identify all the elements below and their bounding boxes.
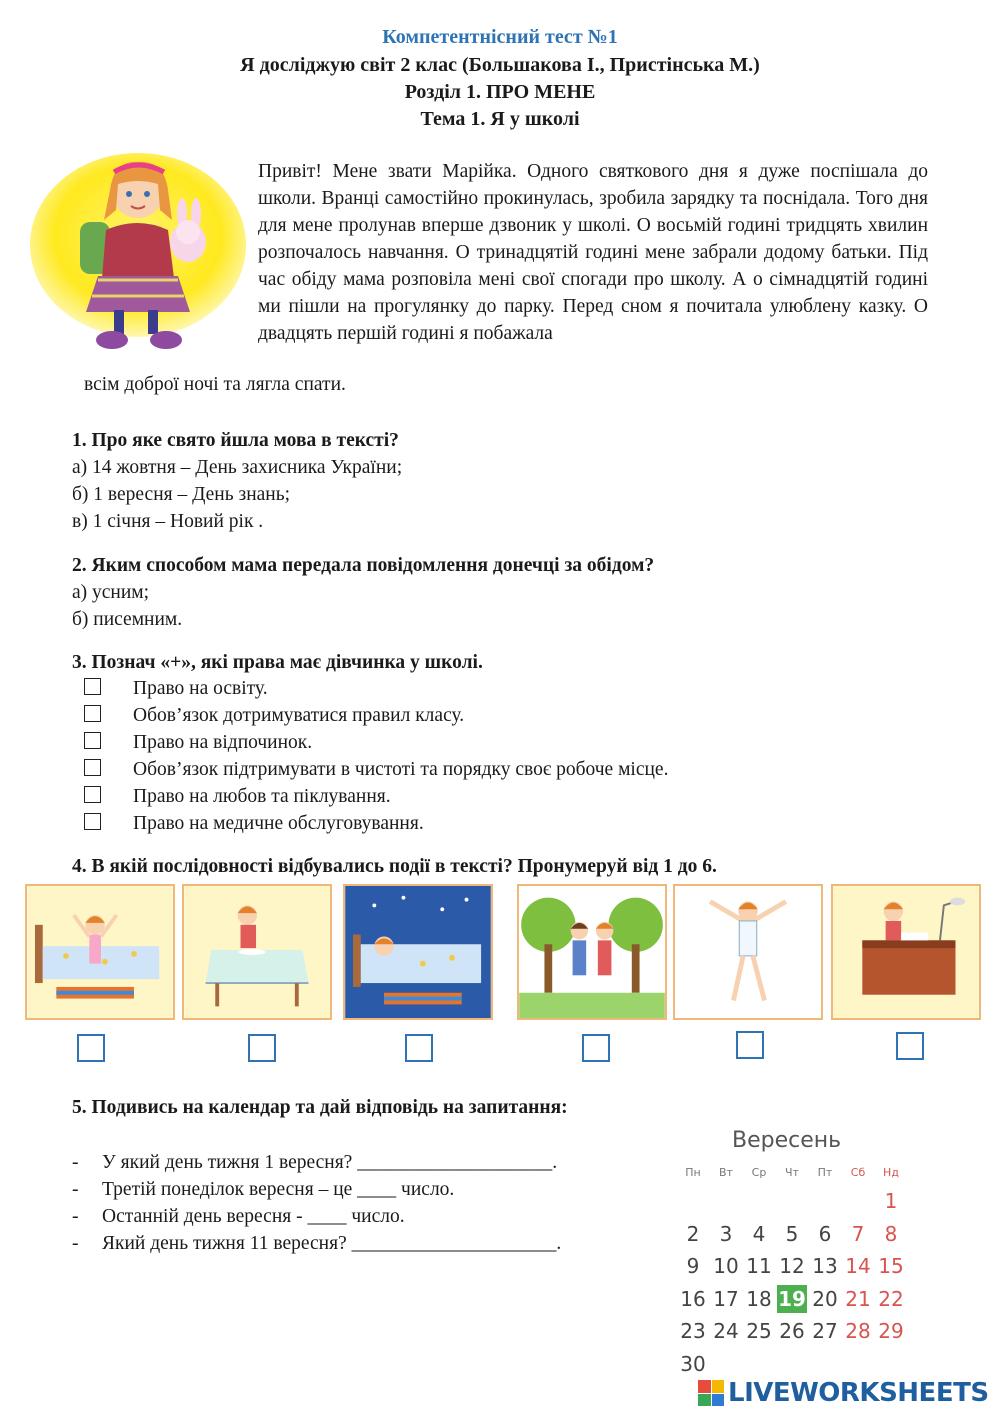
calendar-day: 7: [851, 1221, 865, 1246]
topic-title: Тема 1. Я у школі: [420, 108, 580, 130]
calendar-weekday: Пн: [685, 1166, 701, 1179]
q1-option-c[interactable]: в) 1 січня – Новий рік .: [72, 511, 264, 532]
intro-last-line: всім доброї ночі та лягла спати.: [84, 374, 346, 395]
calendar-day: 11: [746, 1254, 772, 1278]
checkbox[interactable]: [84, 813, 101, 830]
q1-option-a[interactable]: а) 14 жовтня – День захисника України;: [72, 457, 403, 478]
q1-option-b[interactable]: б) 1 вересня – День знань;: [72, 484, 291, 505]
order-answer-box-3[interactable]: [405, 1034, 433, 1062]
calendar-weekday: Чт: [785, 1166, 799, 1179]
calendar-day: 14: [845, 1254, 871, 1278]
q2-option-b[interactable]: б) писемним.: [72, 609, 183, 630]
liveworksheets-logo: [698, 1378, 989, 1408]
order-answer-box-2[interactable]: [248, 1034, 276, 1062]
picture-sleeping: [343, 884, 493, 1020]
order-answer-box-4[interactable]: [582, 1034, 610, 1062]
q3-checkbox-item[interactable]: Право на відпочинок.: [84, 732, 312, 754]
q2-option-a[interactable]: а) усним;: [72, 582, 150, 603]
q3-checkbox-item[interactable]: Право на освіту.: [84, 678, 268, 700]
calendar-month: Вересень: [732, 1128, 842, 1153]
calendar-day: 5: [785, 1221, 799, 1246]
calendar-day: 28: [845, 1319, 871, 1343]
section-title: Розділ 1. ПРО МЕНЕ: [404, 81, 596, 103]
checkbox[interactable]: [84, 732, 101, 749]
picture-waking-up: [25, 884, 175, 1020]
q3-checkbox-item[interactable]: Обов’язок підтримувати в чистоті та порядку своє робоче місце.: [84, 759, 668, 781]
order-answer-box-1[interactable]: [77, 1034, 105, 1062]
calendar-day: 15: [878, 1254, 904, 1278]
calendar-weekday: Нд: [883, 1166, 899, 1179]
question-2: 2. Яким способом мама передала повідомлення донечці за обідом?: [72, 555, 655, 576]
calendar-question-3[interactable]: - Останній день вересня - ____ число.: [72, 1206, 405, 1227]
calendar-day: 20: [812, 1286, 838, 1311]
calendar-day: 2: [686, 1221, 700, 1246]
calendar-day: 4: [752, 1221, 766, 1246]
calendar-day: 3: [719, 1221, 733, 1246]
question-5: 5. Подивись на календар та дай відповідь на запитання:: [72, 1097, 568, 1118]
question-1: 1. Про яке свято йшла мова в тексті?: [72, 430, 399, 451]
logo-text: LIVEWORKSHEETS: [728, 1378, 989, 1408]
q3-checkbox-item[interactable]: Право на медичне обслуговування.: [84, 813, 424, 835]
picture-exercise: [673, 884, 823, 1020]
calendar-day: 18: [746, 1286, 772, 1311]
calendar-weekday: Ср: [751, 1166, 767, 1179]
order-answer-box-5[interactable]: [736, 1031, 764, 1059]
calendar-day: 9: [686, 1254, 700, 1278]
calendar-day: 17: [713, 1286, 739, 1311]
calendar-question-1[interactable]: - У який день тижня 1 вересня? ____________________.: [72, 1152, 558, 1173]
calendar-question-2[interactable]: - Третій понеділок вересня – це ____ число.: [72, 1179, 455, 1200]
calendar-day: 8: [884, 1221, 898, 1246]
calendar-day: 19: [778, 1286, 806, 1311]
calendar-weekday: Вт: [719, 1166, 733, 1179]
girl-illustration: [28, 150, 250, 360]
checkbox[interactable]: [84, 786, 101, 803]
checkbox[interactable]: [84, 678, 101, 695]
calendar-weekday: Сб: [850, 1166, 866, 1179]
picture-breakfast: [182, 884, 332, 1020]
calendar-day: 26: [779, 1319, 805, 1343]
calendar-day: 27: [812, 1319, 838, 1343]
subtitle: Я досліджую світ 2 клас (Большакова І., Пристінська М.): [240, 54, 760, 76]
calendar-day: 12: [779, 1254, 805, 1278]
calendar-day: 6: [818, 1221, 832, 1246]
calendar-day: 1: [884, 1189, 898, 1213]
checkbox[interactable]: [84, 705, 101, 722]
picture-park-walk: [517, 884, 667, 1020]
checkbox[interactable]: [84, 759, 101, 776]
calendar-day: 23: [680, 1319, 706, 1343]
intro-text: Привіт! Мене звати Марійка. Одного святкового дня я дуже поспішала до школи. Вранці самостійно прокинулась, зробила зарядку та поснідала. Того дня для мене пролунав вперше дзвоник у школі. О восьмій годині тридцять хвилин розпочалось навчання. О тринадцятій годині мене забрали додому батьки. Під час обіду мама розповіла мені свої спогади про школу. А о сімнадцятій годині ми пішли на прогулянку до парку. Перед сном я почитала улюблену казку. О двадцять першій годині я побажала: [258, 161, 928, 344]
calendar-question-4[interactable]: - Який день тижня 11 вересня? _____________________.: [72, 1233, 562, 1254]
calendar-day: 13: [812, 1254, 838, 1278]
calendar-day: 21: [845, 1286, 871, 1311]
calendar-day: 24: [713, 1319, 739, 1343]
calendar-day: 29: [878, 1319, 904, 1343]
order-answer-box-6[interactable]: [896, 1032, 924, 1060]
logo-icon: [698, 1380, 724, 1406]
calendar-day: 22: [878, 1286, 904, 1311]
test-title: Компетентнісний тест №1: [382, 26, 618, 48]
picture-homework: [831, 884, 981, 1020]
q3-checkbox-item[interactable]: Обов’язок дотримуватися правил класу.: [84, 705, 464, 727]
calendar-day: 16: [680, 1286, 706, 1311]
q3-checkbox-item[interactable]: Право на любов та піклування.: [84, 786, 391, 808]
calendar-day: 30: [680, 1351, 706, 1376]
calendar-day: 10: [713, 1254, 739, 1278]
calendar-day: 25: [746, 1319, 772, 1343]
calendar-weekday: Пт: [817, 1166, 833, 1179]
question-4: 4. В якій послідовності відбувались події в тексті? Пронумеруй від 1 до 6.: [72, 856, 717, 877]
question-3: 3. Познач «+», які права має дівчинка у школі.: [72, 652, 483, 673]
